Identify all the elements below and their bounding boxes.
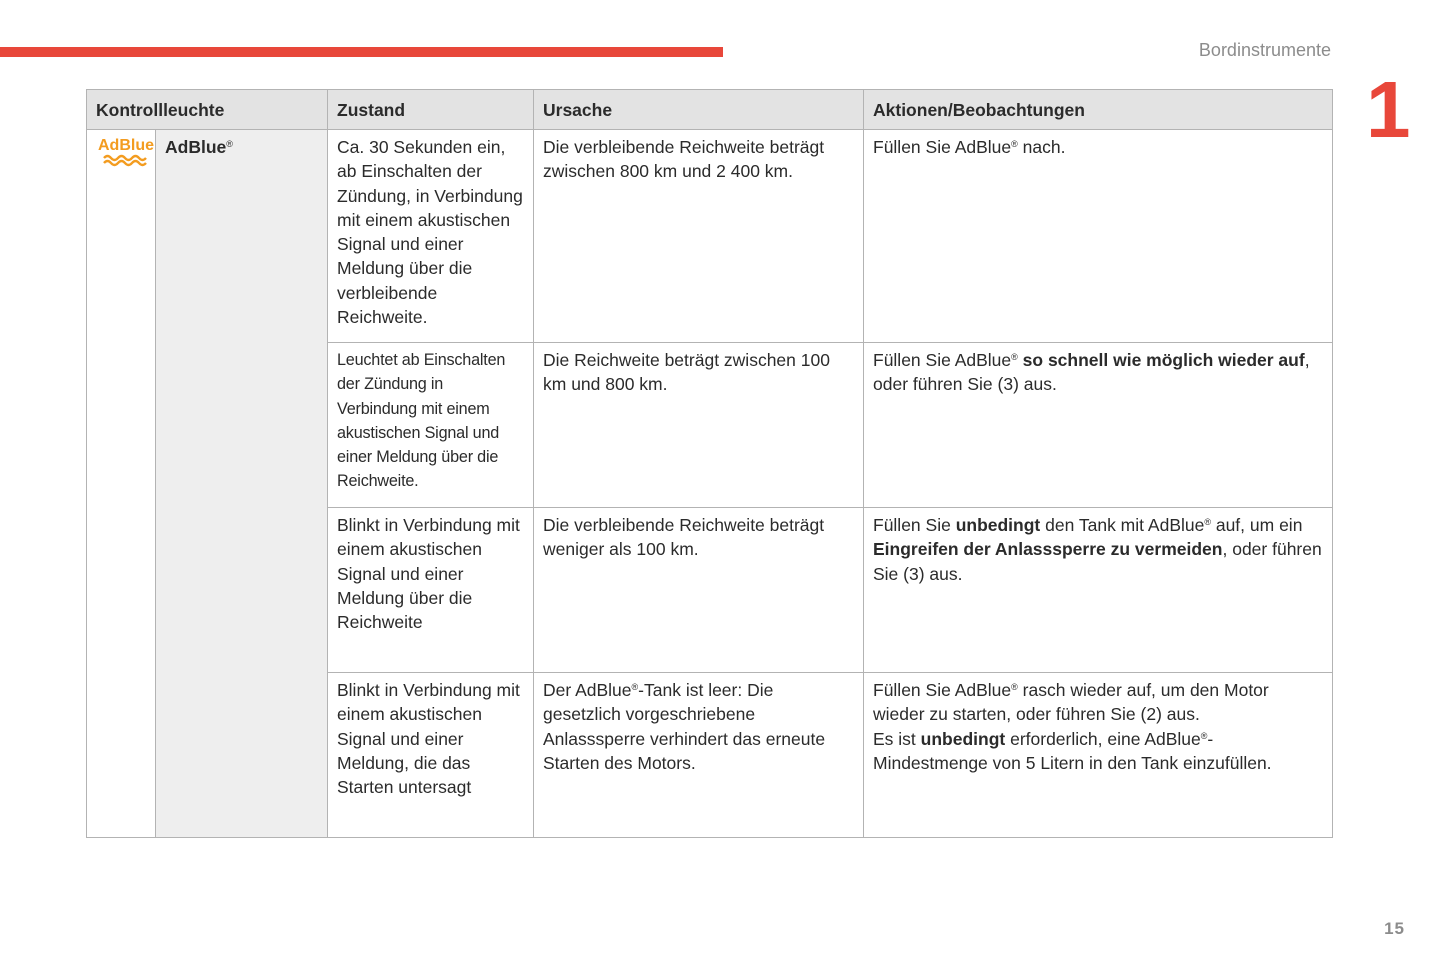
accent-bar (0, 47, 723, 57)
chapter-number: 1 (1366, 65, 1411, 154)
registered-mark: ® (1011, 352, 1018, 362)
aktion-cell (864, 130, 1333, 343)
aktion-text: den Tank mit AdBlue (1040, 515, 1205, 535)
aktion-emphasis: unbedingt (955, 515, 1041, 535)
table-header-row (87, 90, 1333, 130)
aktion-emphasis: unbedingt (920, 728, 1006, 749)
aktion-emphasis: Eingreifen der Anlasssperre zu vermeiden (873, 539, 1223, 560)
aktion-text: Füllen Sie AdBlue (873, 137, 1012, 157)
aktion-cell (864, 343, 1333, 508)
aktion-text: Füllen Sie (873, 515, 956, 535)
registered-mark: ® (226, 139, 233, 149)
ursache-text: -Tank ist leer: Die gesetzlich vorgeschriebene Anlasssperre verhindert das erneute Starten des Motors. (543, 680, 826, 773)
column-header-kontrollleuchte: Kontrollleuchte (87, 90, 328, 130)
zustand-cell: Leuchtet ab Einschalten der Zündung in Verbindung mit einem akustischen Signal und einer Meldung über die Reichweite. (328, 343, 534, 508)
adblue-icon-text: AdBlue (98, 137, 154, 154)
aktion-text: erforderlich, eine AdBlue (1005, 728, 1201, 749)
ursache-cell (534, 673, 864, 838)
aktion-text: rasch wieder auf, um den Motor wieder zu starten, oder führen Sie (2) aus. (873, 680, 1269, 725)
aktion-cell (864, 673, 1333, 838)
adblue-warning-icon (96, 135, 156, 169)
aktion-text: , oder führen Sie (3) aus. (873, 539, 1322, 584)
adblue-wave-top (104, 156, 146, 160)
registered-mark: ® (1204, 517, 1211, 527)
table-row (87, 130, 1333, 343)
aktion-text: -Mindestmenge von 5 Litern in den Tank einzufüllen. (873, 728, 1272, 773)
page-number: 15 (1384, 919, 1405, 938)
indicator-icon-cell (87, 130, 156, 838)
ursache-text: Der AdBlue (543, 680, 632, 700)
indicator-name: AdBlue (165, 137, 227, 157)
zustand-cell: Ca. 30 Sekunden ein, ab Einschalten der Zündung, in Verbindung mit einem akustischen Signal und einer Meldung über die verbleibende Reichweite. (328, 130, 534, 343)
ursache-cell: Die verbleibende Reichweite beträgt weniger als 100 km. (534, 508, 864, 673)
aktion-text: , oder führen Sie (3) aus. (873, 350, 1310, 395)
aktion-text: Füllen Sie AdBlue (873, 350, 1012, 370)
aktion-text: Füllen Sie AdBlue (873, 680, 1012, 700)
column-header-zustand: Zustand (328, 90, 534, 130)
aktion-text: Es ist (873, 728, 921, 749)
aktion-text: auf, um ein (1210, 515, 1303, 535)
registered-mark: ® (1011, 682, 1018, 692)
registered-mark: ® (1011, 139, 1018, 149)
zustand-cell: Blinkt in Verbindung mit einem akustischen Signal und einer Meldung über die Reichweite (328, 508, 534, 673)
zustand-cell: Blinkt in Verbindung mit einem akustischen Signal und einer Meldung, die das Starten untersagt (328, 673, 534, 838)
warning-lights-table (86, 89, 1333, 838)
ursache-cell: Die verbleibende Reichweite beträgt zwischen 800 km und 2 400 km. (534, 130, 864, 343)
column-header-ursache: Ursache (534, 90, 864, 130)
indicator-name-cell (156, 130, 328, 838)
adblue-wave-bottom (104, 161, 146, 165)
registered-mark: ® (631, 682, 639, 692)
aktion-emphasis: so schnell wie möglich wieder auf (1017, 350, 1305, 370)
aktion-cell (864, 508, 1333, 673)
column-header-aktionen: Aktionen/Beobachtungen (864, 90, 1333, 130)
aktion-text: nach. (1017, 137, 1066, 157)
registered-mark: ® (1200, 730, 1208, 741)
section-title: Bordinstrumente (1198, 40, 1331, 60)
ursache-cell: Die Reichweite beträgt zwischen 100 km und 800 km. (534, 343, 864, 508)
